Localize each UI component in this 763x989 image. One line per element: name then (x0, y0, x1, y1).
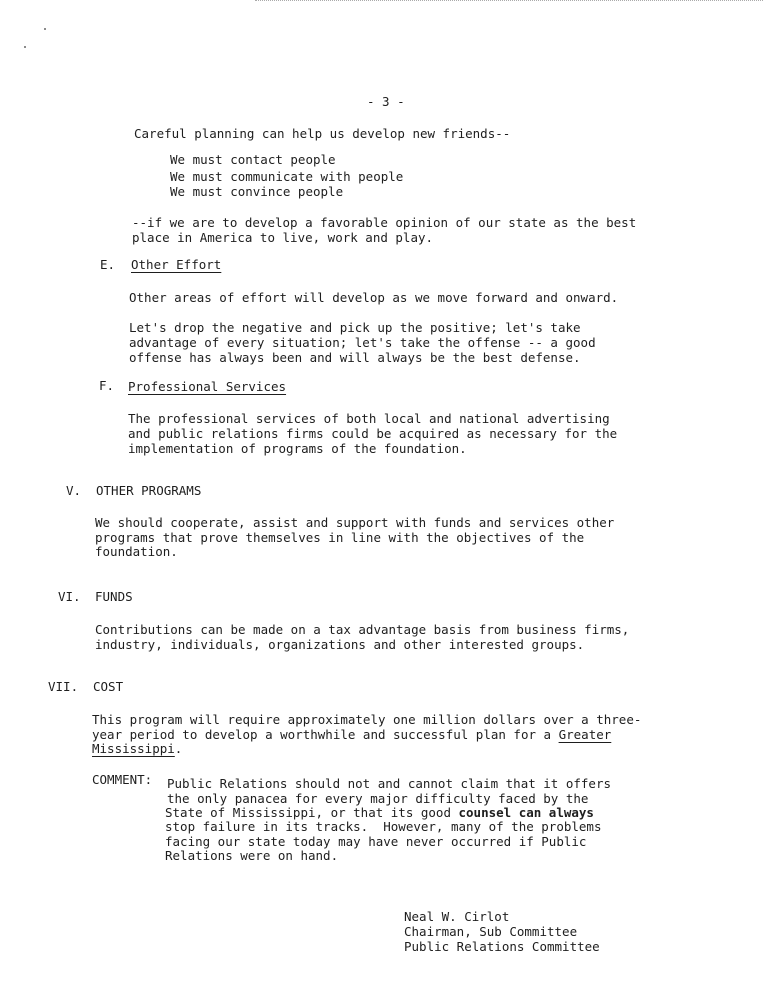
section-e-title: Other Effort (131, 257, 222, 272)
section-v-paragraph-line: foundation. (95, 544, 178, 559)
section-v-paragraph-line: programs that prove themselves in line with the objectives of the (95, 530, 585, 545)
section-v-label: V. (66, 483, 82, 498)
comment-line: stop failure in its tracks. However, many of the problems (165, 819, 602, 834)
comment-line: the only panacea for every major difficulty faced by the (167, 791, 589, 806)
section-e-paragraph: Other areas of effort will develop as we move forward and onward. (129, 290, 619, 305)
section-vi-title: FUNDS (95, 589, 133, 604)
section-vi-paragraph-line: Contributions can be made on a tax advantage basis from business firms, (95, 622, 630, 637)
paper-speck (44, 28, 46, 30)
intro-item: We must contact people (170, 152, 336, 167)
section-e-paragraph-line: Let's drop the negative and pick up the positive; let's take (129, 320, 581, 335)
section-f-paragraph-line: and public relations firms could be acquired as necessary for the (128, 426, 618, 441)
section-vi-label: VI. (58, 589, 81, 604)
section-vii-paragraph-line (92, 741, 182, 756)
section-vii-line2-text: year period to develop a worthwhile and successful plan for a (92, 727, 559, 742)
section-vii-line3-suffix: . (174, 741, 183, 756)
section-e-paragraph-line: offense has always been and will always be the best defense. (129, 350, 581, 365)
section-vii-paragraph-line (92, 727, 611, 742)
section-e-label: E. (100, 257, 116, 272)
signature-title: Public Relations Committee (404, 939, 600, 954)
comment-line: Public Relations should not and cannot claim that it offers (167, 776, 612, 791)
greater-mississippi-underline: Mississippi (92, 741, 175, 756)
section-vii-label: VII. (48, 679, 79, 694)
signature-name: Neal W. Cirlot (404, 909, 510, 924)
comment-line3-text: State of Mississippi, or that its good (165, 805, 459, 820)
comment-label: COMMENT: (92, 772, 153, 787)
comment-line: Relations were on hand. (165, 848, 339, 863)
intro-tail-line: --if we are to develop a favorable opinion of our state as the best (132, 215, 637, 230)
top-dotted-edge (255, 0, 763, 1)
section-f-paragraph-line: implementation of programs of the foundation. (128, 441, 467, 456)
section-vi-paragraph-line: industry, individuals, organizations and other interested groups. (95, 637, 585, 652)
section-f-label: F. (99, 378, 115, 393)
greater-mississippi-underline: Greater (558, 727, 612, 742)
comment-line: facing our state today may have never occurred if Public (165, 834, 587, 849)
section-f-paragraph-line: The professional services of both local and national advertising (128, 411, 610, 426)
section-vii-title: COST (93, 679, 124, 694)
page-number: - 3 - (367, 94, 405, 109)
signature-title: Chairman, Sub Committee (404, 924, 578, 939)
comment-bold-text: counsel can always (458, 805, 594, 820)
section-vii-paragraph-line: This program will require approximately one million dollars over a three- (92, 712, 642, 727)
intro-item: We must convince people (170, 184, 344, 199)
intro-lead: Careful planning can help us develop new friends-- (134, 126, 511, 141)
section-v-paragraph-line: We should cooperate, assist and support with funds and services other (95, 515, 615, 530)
paper-speck (24, 46, 26, 48)
intro-item: We must communicate with people (170, 169, 404, 184)
comment-line (165, 805, 594, 820)
section-v-title: OTHER PROGRAMS (96, 483, 202, 498)
section-f-title: Professional Services (128, 379, 287, 394)
intro-tail-line: place in America to live, work and play. (132, 230, 434, 245)
section-e-paragraph-line: advantage of every situation; let's take the offense -- a good (129, 335, 596, 350)
